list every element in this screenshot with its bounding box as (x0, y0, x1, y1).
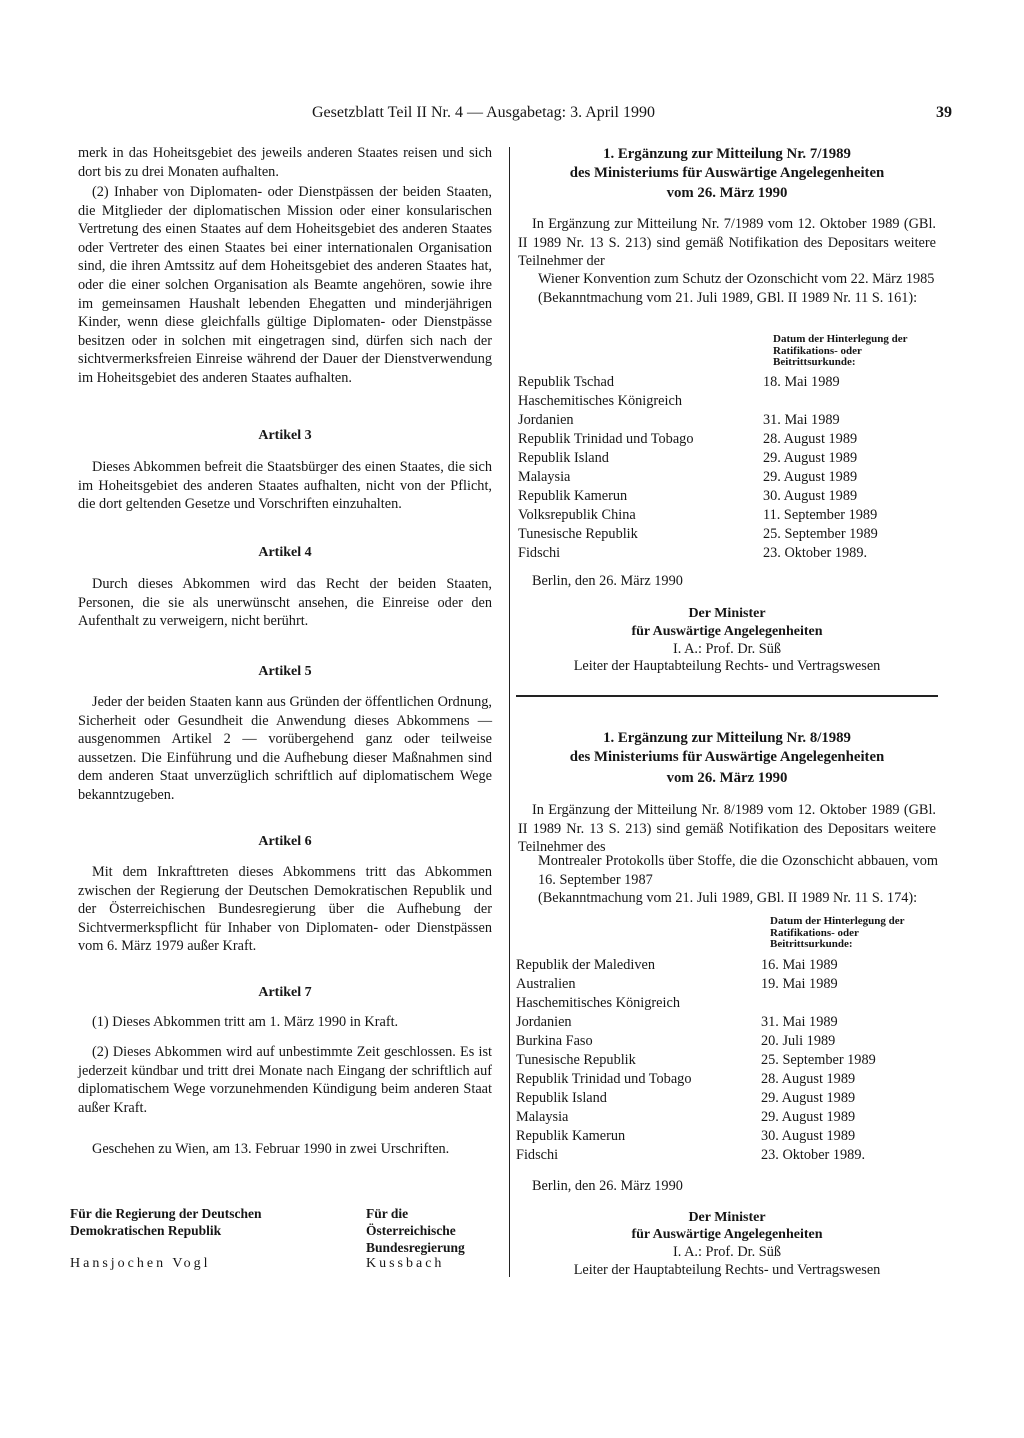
page-number: 39 (936, 104, 952, 121)
left-para-1: merk in das Hoheitsgebiet des jeweils anderen Staates reisen und sich dort bis zu drei Monaten aufhalten. (78, 145, 492, 180)
article-7-heading: Artikel 7 (258, 985, 312, 1000)
table-row (518, 449, 938, 468)
notice-1-table (518, 373, 938, 563)
done-at: Geschehen zu Wien, am 13. Februar 1990 in zwei Urschriften. (92, 1141, 450, 1157)
signature-name-austria: Kussbach (366, 1256, 445, 1271)
table-row (518, 373, 938, 392)
header-title: Gesetzblatt Teil II Nr. 4 — Ausgabetag: 3. April 1990 (312, 104, 655, 121)
article-7-para-2: (2) Dieses Abkommen wird auf unbestimmte Zeit geschlossen. Es ist jederzeit kündbar und tritt drei Monate nach Eingang der schriftlich auf diplomatischem Wege vorzunehmenden Kündigung beim anderen Staat außer Kraft. (78, 1044, 492, 1116)
table-row (516, 994, 936, 1032)
table-row (516, 975, 936, 994)
notice-2-date: vom 26. März 1990 (666, 770, 788, 786)
notice-2-place-date: Berlin, den 26. März 1990 (532, 1178, 683, 1194)
table-row (516, 1089, 936, 1108)
table-row (518, 544, 938, 563)
date-cell: 31. Mai 1989 (761, 1014, 838, 1030)
table-row (516, 956, 936, 975)
table-row (518, 487, 938, 506)
signature-block-gdr (70, 1205, 270, 1239)
article-6-heading: Artikel 6 (258, 834, 312, 849)
notice-1-title-line-1: 1. Ergänzung zur Mitteilung Nr. 7/1989 (603, 146, 851, 162)
date-cell: 30. August 1989 (763, 488, 858, 504)
article-7-para-1: (1) Dieses Abkommen tritt am 1. März 1990 in Kraft. (92, 1014, 399, 1030)
date-cell: 23. Oktober 1989. (761, 1147, 866, 1163)
date-cell: 11. September 1989 (763, 507, 878, 523)
date-cell: 29. August 1989 (761, 1109, 856, 1125)
date-cell: 25. September 1989 (763, 526, 878, 542)
notice-1-signatory: I. A.: Prof. Dr. Süß (672, 641, 782, 657)
table-row (516, 1127, 936, 1146)
country-cell: Haschemitisches Königreich Jordanien (518, 393, 682, 428)
country-cell: Republik Trinidad und Tobago (516, 1071, 692, 1087)
notice-1-ministry: für Auswärtige Angelegenheiten (631, 624, 823, 639)
country-cell: Fidschi (516, 1147, 559, 1163)
article-4-text: Durch dieses Abkommen wird das Recht der beiden Staaten, Personen, die sie als unerwünscht ansehen, die Einreise oder den Aufenthalt zu verweigern, nicht berührt. (78, 576, 492, 630)
notice-2-title-line-1: 1. Ergänzung zur Mitteilung Nr. 8/1989 (603, 730, 851, 746)
date-cell: 30. August 1989 (761, 1128, 856, 1144)
table-row (518, 392, 938, 430)
country-cell: Republik Tschad (518, 374, 615, 390)
country-cell: Tunesische Republik (518, 526, 638, 542)
article-5-heading: Artikel 5 (258, 664, 312, 679)
date-cell: 31. Mai 1989 (763, 412, 840, 428)
country-cell: Malaysia (518, 469, 571, 485)
notice-1-department: Leiter der Hauptabteilung Rechts- und Vertragswesen (573, 658, 881, 674)
date-cell: 28. August 1989 (763, 431, 858, 447)
country-cell: Australien (516, 976, 576, 992)
notice-2-minister: Der Minister (688, 1210, 766, 1225)
left-para-2: (2) Inhaber von Diplomaten- oder Dienstpässen der beiden Staaten, die Mitglieder der diplomatischen Mission oder einer konsularischen Vertretung des einen Staates auf dem Hoheitsgebiet des anderen Staates oder Vertreter des einen Staates bei einer internationalen Organisation sind, die ihren Amtssitz auf dem Hoheitsgebiet des anderen Staates hat, oder die einer solchen Organisation als Beamte angehören, sowie ihre im gemeinsamen Haushalt lebenden Ehegatten und minderjährigen Kinder, wenn diese gleichfalls gültige Diplomaten- oder Dienstpässe besitzen oder in solchen mit eingetragen sind, dürfen sich nach der sichtvermerksfreien Einreise während der Dauer der Dienstverwendung im Hoheitsgebiet des anderen Staates aufhalten. (78, 184, 492, 386)
date-cell: 16. Mai 1989 (761, 957, 838, 973)
country-cell: Haschemitisches Königreich Jordanien (516, 995, 680, 1030)
date-cell: 29. August 1989 (763, 450, 858, 466)
table-row (518, 506, 938, 525)
date-cell: 29. August 1989 (761, 1090, 856, 1106)
date-cell: 20. Juli 1989 (761, 1033, 836, 1049)
notice-2-convention: Montrealer Protokolls über Stoffe, die die Ozonschicht abbauen, vom 16. September 1987 (Bekanntmachung vom 21. Juli 1989, GBl. II 1989 Nr. 11 S. 174): (538, 853, 938, 907)
section-divider (516, 695, 938, 697)
notice-2-title-line-2: des Ministeriums für Auswärtige Angelegenheiten (569, 749, 885, 765)
signature-label-gdr: Für die Regierung der Deutschen Demokratischen Republik (70, 1206, 262, 1238)
notice-2-department: Leiter der Hauptabteilung Rechts- und Vertragswesen (573, 1262, 881, 1278)
article-4-heading: Artikel 4 (258, 545, 312, 560)
table-row (516, 1032, 936, 1051)
date-cell: 19. Mai 1989 (761, 976, 838, 992)
notice-1-date: vom 26. März 1990 (666, 185, 788, 201)
signature-name-gdr: Hansjochen Vogl (70, 1256, 211, 1271)
article-3-text: Dieses Abkommen befreit die Staatsbürger des einen Staates, die sich im Hoheitsgebiet des anderen Staates aufhalten, nicht von der Pflicht, die dort geltenden Gesetze und Vorschriften einzuhalten. (78, 459, 492, 513)
country-cell: Burkina Faso (516, 1033, 593, 1049)
article-6-text: Mit dem Inkrafttreten dieses Abkommens tritt das Abkommen zwischen der Regierung der Deutschen Demokratischen Republik und der Österreichischen Bundesregierung über die Aufhebung der Sichtvermerkspflicht für Inhaber von Diplomaten- oder Dienstpässen vom 6. März 1979 außer Kraft. (78, 864, 492, 955)
signature-label-austria: Für die Österreichische Bundesregierung (366, 1206, 465, 1255)
notice-2-signatory: I. A.: Prof. Dr. Süß (672, 1244, 782, 1260)
date-cell: 28. August 1989 (761, 1071, 856, 1087)
country-cell: Republik Kamerun (516, 1128, 626, 1144)
notice-1-convention: Wiener Konvention zum Schutz der Ozonschicht vom 22. März 1985 (Bekanntmachung vom 21. Juli 1989, GBl. II 1989 Nr. 11 S. 161): (538, 271, 935, 306)
date-cell: 29. August 1989 (763, 469, 858, 485)
date-cell: 18. Mai 1989 (763, 374, 840, 390)
article-5-text: Jeder der beiden Staaten kann aus Gründen der öffentlichen Ordnung, Sicherheit oder Gesundheit die Anwendung dieses Abkommens — ausgenommen Artikel 2 — vorübergehend ganz oder teilweise aussetzen. Die Einführung und die Aufhebung dieser Maßnahmen sind dem anderen Staat unverzüglich schriftlich auf diplomatischem Wege bekanntzugeben. (78, 694, 492, 803)
notice-1-title-line-2: des Ministeriums für Auswärtige Angelegenheiten (569, 165, 885, 181)
country-cell: Volksrepublik China (518, 507, 636, 523)
table-row (516, 1070, 936, 1089)
country-cell: Republik Kamerun (518, 488, 628, 504)
signature-block-austria (366, 1205, 496, 1256)
date-cell: 25. September 1989 (761, 1052, 876, 1068)
table-row (516, 1051, 936, 1070)
notice-2-intro: In Ergänzung der Mitteilung Nr. 8/1989 vom 12. Oktober 1989 (GBl. II 1989 Nr. 13 S. 213) sind gemäß Notifikation des Depositars weitere Teilnehmer des (518, 802, 936, 856)
notice-2-column-header: Datum der Hinterlegung der Ratifikations- oder Beitrittsurkunde: (770, 915, 905, 950)
table-row (518, 430, 938, 449)
notice-1-intro: In Ergänzung zur Mitteilung Nr. 7/1989 vom 12. Oktober 1989 (GBl. II 1989 Nr. 13 S. 213) sind gemäß Notifikation des Depositars weitere Teilnehmer der (518, 216, 936, 270)
table-row (518, 525, 938, 544)
table-row (516, 1108, 936, 1127)
article-3-heading: Artikel 3 (258, 428, 312, 443)
page-header (312, 104, 952, 126)
country-cell: Republik Island (518, 450, 609, 466)
country-cell: Fidschi (518, 545, 561, 561)
date-cell: 23. Oktober 1989. (763, 545, 868, 561)
notice-1-place-date: Berlin, den 26. März 1990 (532, 573, 683, 589)
country-cell: Malaysia (516, 1109, 569, 1125)
column-divider (509, 147, 510, 1277)
notice-1-column-header: Datum der Hinterlegung der Ratifikations- oder Beitrittsurkunde: (773, 333, 908, 368)
country-cell: Republik der Malediven (516, 957, 655, 973)
notice-2-ministry: für Auswärtige Angelegenheiten (631, 1227, 823, 1242)
notice-1-minister: Der Minister (688, 606, 766, 621)
notice-2-table (516, 956, 936, 1165)
table-row (518, 468, 938, 487)
country-cell: Republik Island (516, 1090, 607, 1106)
country-cell: Republik Trinidad und Tobago (518, 431, 694, 447)
table-row (516, 1146, 936, 1165)
country-cell: Tunesische Republik (516, 1052, 636, 1068)
